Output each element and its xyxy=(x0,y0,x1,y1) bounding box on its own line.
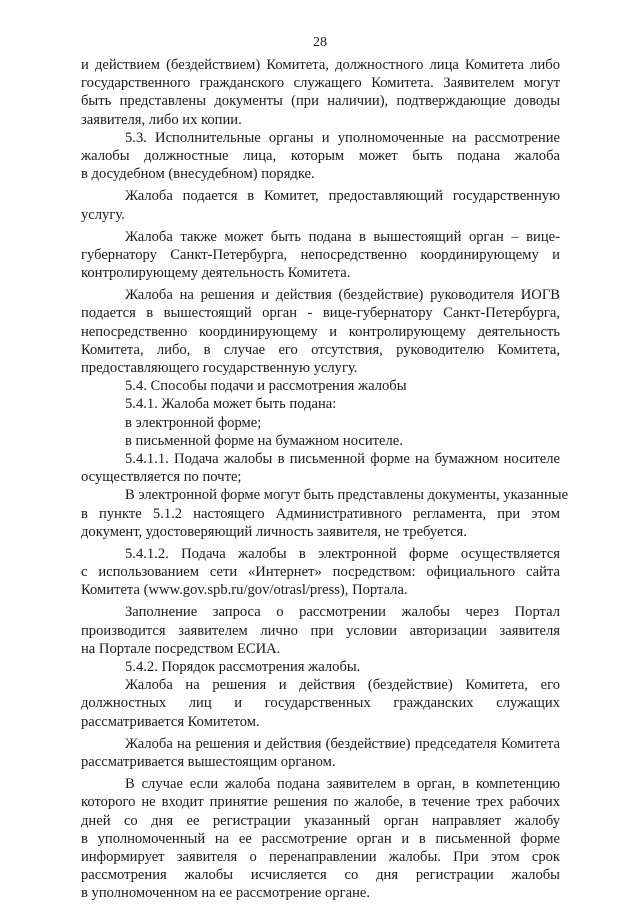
text-line: которого не входит принятие решения по жалобе, в течение трех рабочих xyxy=(81,794,560,811)
text-line: с использованием сети «Интернет» посредством: официального сайта xyxy=(81,564,560,581)
text-line: в электронной форме; xyxy=(125,414,262,431)
page-number: 28 xyxy=(313,35,327,50)
text-line: Комитета, либо, в случае его отсутствия, руководителю Комитета, xyxy=(81,341,560,358)
text-line: производится заявителем лично при условии авторизации заявителя xyxy=(81,622,560,639)
text-line: 5.4. Способы подачи и рассмотрения жалобы xyxy=(125,378,407,395)
text-line: в письменной форме на бумажном носителе. xyxy=(125,432,403,449)
text-line: 5.3. Исполнительные органы и уполномоченные на рассмотрение xyxy=(125,129,560,146)
text-line: 5.4.1.1. Подача жалобы в письменной форме на бумажном носителе xyxy=(125,450,560,467)
text-line: 5.4.1. Жалоба может быть подана: xyxy=(125,396,337,413)
text-line: рассматривается Комитетом. xyxy=(81,713,260,730)
text-line: в уполномоченный на ее рассмотрение орган и в письменной форме xyxy=(81,830,560,847)
text-line: Заполнение запроса о рассмотрении жалобы через Портал xyxy=(125,604,560,621)
text-line: информирует заявителя о перенаправлении жалобы. При этом срок xyxy=(81,848,560,865)
text-line: подается в вышестоящий орган - вице-губернатору Санкт-Петербурга, xyxy=(81,305,560,322)
text-line: государственного гражданского служащего Комитета. Заявителем могут xyxy=(81,75,560,92)
text-line: должностных лиц и государственных гражданских служащих xyxy=(81,695,560,712)
text-line: документ, удостоверяющий личность заявителя, не требуется. xyxy=(81,523,467,540)
text-line: дней со дня ее регистрации указанный орган направляет жалобу xyxy=(81,812,560,829)
text-line: в пункте 5.1.2 настоящего Административного регламента, при этом xyxy=(81,505,560,522)
text-line: осуществляется по почте; xyxy=(81,469,242,486)
text-line: В электронной форме могут быть представлены документы, указанные xyxy=(125,487,569,504)
text-line: услугу. xyxy=(81,206,125,223)
text-line: рассматривается вышестоящим органом. xyxy=(81,753,336,770)
document-body xyxy=(81,56,569,902)
text-line: непосредственно координирующему и контролирующему деятельность xyxy=(81,323,560,340)
text-line: 5.4.2. Порядок рассмотрения жалобы. xyxy=(125,659,361,675)
text-line: Жалоба на решения и действия (бездействие) Комитета, его xyxy=(125,677,560,694)
text-line: Жалоба также может быть подана в вышестоящий орган – вице- xyxy=(125,228,560,245)
text-line: контролирующему деятельность Комитета. xyxy=(81,265,351,282)
text-line: В случае если жалоба подана заявителем в орган, в компетенцию xyxy=(125,776,560,793)
text-line: в уполномоченном на ее рассмотрение органе. xyxy=(81,885,371,902)
text-line: в досудебном (внесудебном) порядке. xyxy=(81,166,315,183)
text-line: жалобы должностные лица, которым может быть подана жалоба xyxy=(81,147,560,164)
text-line: Комитета (www.gov.spb.ru/gov/otrasl/press), Портала. xyxy=(81,582,408,599)
text-line: 5.4.1.2. Подача жалобы в электронной форме осуществляется xyxy=(125,545,560,562)
text-line: Жалоба на решения и действия (бездействие) руководителя ИОГВ xyxy=(125,287,560,304)
text-line: заявителя, либо их копии. xyxy=(81,111,242,128)
text-line: на Портале посредством ЕСИА. xyxy=(81,640,281,657)
text-line: и действием (бездействием) Комитета, должностного лица Комитета либо xyxy=(81,57,560,73)
text-line: Жалоба подается в Комитет, предоставляющий государственную xyxy=(125,188,560,205)
text-line: Жалоба на решения и действия (бездействие) председателя Комитета xyxy=(125,735,560,752)
text-line: рассмотрения жалобы исчисляется со дня регистрации жалобы xyxy=(81,867,560,884)
text-line: предоставляющего государственную услугу. xyxy=(81,360,358,376)
text-line: губернатору Санкт-Петербурга, непосредственно координирующему и xyxy=(81,246,560,263)
text-line: быть представлены документы (при наличии), подтверждающие доводы xyxy=(81,93,560,110)
